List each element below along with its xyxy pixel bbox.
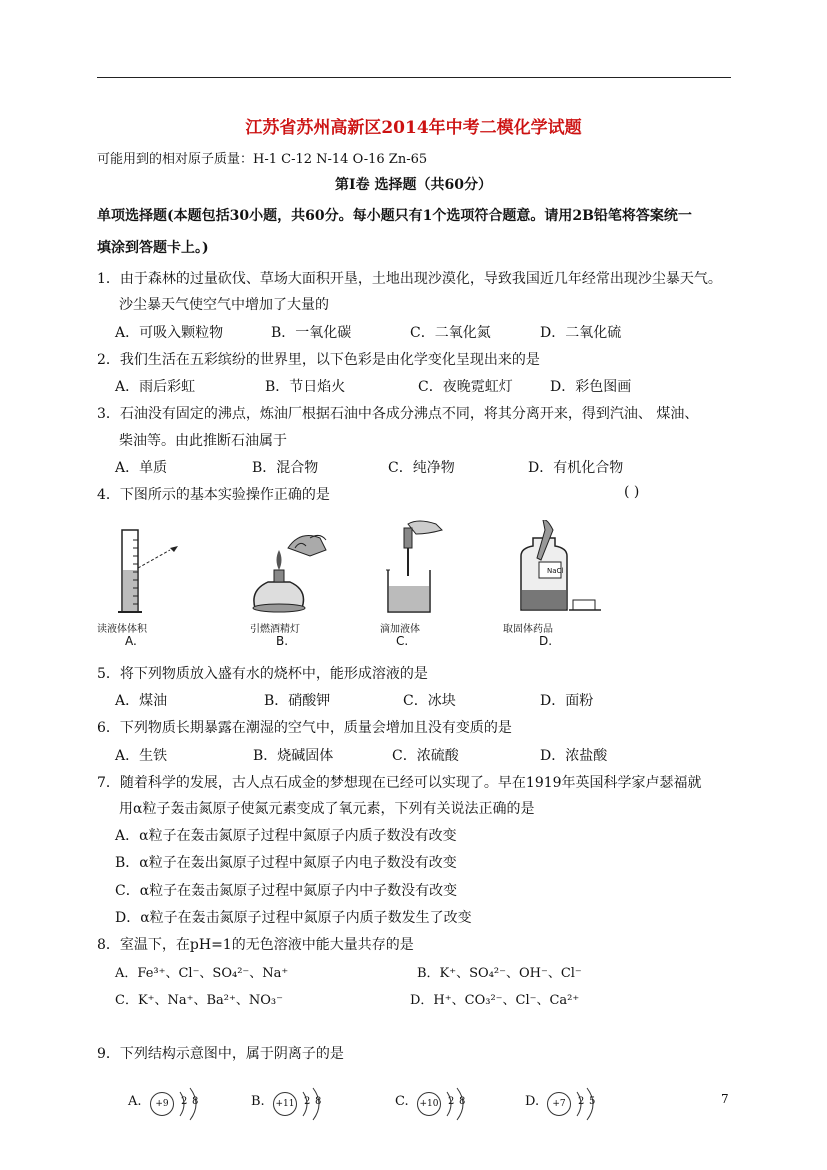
q6-option-a: A．生铁 [115, 748, 168, 764]
q8-option-a: A．Fe³⁺、Cl⁻、SO₄²⁻、Na⁺ [115, 966, 289, 981]
q5-option-b: B．硝酸钾 [264, 693, 331, 709]
q1-option-b: B．一氧化碳 [271, 325, 352, 341]
atom-diagram-b [251, 1086, 351, 1126]
atom-diagram-d [525, 1086, 625, 1126]
q2-option-d: D．彩色图画 [550, 379, 632, 395]
figure-d [505, 520, 615, 650]
atom-a-shells [150, 1086, 210, 1122]
q7-option-a: A．α粒子在轰击氮原子过程中氮原子内质子数没有改变 [115, 828, 457, 844]
section-heading: 第Ⅰ卷 选择题（共60分） [335, 177, 492, 193]
question-7-stem: 7．随着科学的发展，古人点石成金的梦想现在已经可以实现了。早在1919年英国科学家卢瑟福就 [97, 775, 702, 791]
question-7-stem-cont: 用α粒子轰击氮原子使氮元素变成了氧元素，下列有关说法正确的是 [119, 801, 535, 817]
instructions-line2: 填涂到答题卡上。) [97, 240, 209, 256]
answer-bracket: ( ) [624, 484, 640, 500]
q6-option-b: B．烧碱固体 [253, 748, 334, 764]
q5-option-a: A．煤油 [115, 693, 168, 709]
figure-b [240, 520, 350, 650]
q2-option-b: B．节日焰火 [265, 379, 346, 395]
question-4-stem: 4．下图所示的基本实验操作正确的是 [97, 487, 330, 503]
atom-diagram-a [128, 1086, 228, 1126]
atom-c-shells [417, 1086, 477, 1122]
q2-option-a: A．雨后彩虹 [115, 379, 196, 395]
q7-option-d: D．α粒子在轰击氮原子过程中氮原子内质子数发生了改变 [115, 910, 472, 926]
atom-c-letter: C. [395, 1094, 409, 1109]
figure-d-caption: 取固体药品 [503, 624, 553, 635]
q6-option-c: C．浓硫酸 [392, 748, 459, 764]
figure-c-letter: C. [396, 634, 409, 648]
figure-b-letter: B. [276, 634, 289, 648]
atom-a-nucleus: +9 [150, 1092, 174, 1116]
question-5-stem: 5．将下列物质放入盛有水的烧杯中，能形成溶液的是 [97, 666, 428, 682]
atom-b-nucleus: +11 [273, 1092, 297, 1116]
instructions-line1: 单项选择题(本题包括30小题，共60分。每小题只有1个选项符合题意。请用2B铅笔将答案统一 [97, 208, 692, 224]
atomic-mass-line: 可能用到的相对原子质量：H-1 C-12 N-14 O-16 Zn-65 [97, 152, 428, 167]
q2-option-c: C．夜晚霓虹灯 [418, 379, 513, 395]
alcohol-lamp-illustration [240, 520, 350, 620]
atom-d-nucleus: +7 [547, 1092, 571, 1116]
figure-a-letter: A. [125, 634, 137, 648]
figure-b-caption: 引燃酒精灯 [250, 624, 300, 635]
question-6-stem: 6．下列物质长期暴露在潮湿的空气中，质量会增加且没有变质的是 [97, 720, 512, 736]
question-3-stem-cont: 柴油等。由此推断石油属于 [119, 433, 287, 449]
figure-a [97, 520, 210, 650]
q3-option-d: D．有机化合物 [528, 460, 624, 476]
atom-a-shell2: 8 [192, 1096, 199, 1107]
atom-b-shell2: 8 [315, 1096, 322, 1107]
q8-option-b: B．K⁺、SO₄²⁻、OH⁻、Cl⁻ [417, 966, 582, 981]
figure-a-caption: 读液体体积 [97, 624, 147, 635]
q7-option-b: B．α粒子在轰出氮原子过程中氮原子内电子数没有改变 [115, 855, 457, 871]
top-rule [97, 77, 731, 78]
atom-b-shells [273, 1086, 333, 1122]
page-title: 江苏省苏州高新区2014年中考二模化学试题 [245, 118, 582, 138]
figure-d-letter: D. [539, 634, 553, 648]
graduated-cylinder-illustration [100, 520, 210, 620]
question-8-stem: 8．室温下，在pH=1的无色溶液中能大量共存的是 [97, 937, 414, 953]
nacl-label: NaCl [547, 567, 564, 575]
atom-d-shell2: 5 [589, 1096, 596, 1107]
atom-a-letter: A. [128, 1094, 142, 1109]
q8-option-c: C．K⁺、Na⁺、Ba²⁺、NO₃⁻ [115, 993, 283, 1008]
atom-b-shell1: 2 [304, 1096, 311, 1107]
atom-c-shell2: 8 [459, 1096, 466, 1107]
q5-option-d: D．面粉 [540, 693, 594, 709]
question-1-stem: 1．由于森林的过量砍伐、草场大面积开垦，土地出现沙漠化，导致我国近几年经常出现沙尘暴天气。 [97, 271, 722, 287]
question-2-stem: 2．我们生活在五彩缤纷的世界里，以下色彩是由化学变化呈现出来的是 [97, 352, 540, 368]
q5-option-c: C．冰块 [403, 693, 456, 709]
dropper-beaker-illustration [378, 520, 488, 620]
question-3-stem: 3．石油没有固定的沸点，炼油厂根据石油中各成分沸点不同，将其分离开来，得到汽油、 煤油、 [97, 406, 699, 422]
q8-option-d: D．H⁺、CO₃²⁻、Cl⁻、Ca²⁺ [410, 993, 580, 1008]
atom-b-letter: B. [251, 1094, 265, 1109]
q6-option-d: D．浓盐酸 [540, 748, 608, 764]
atom-a-shell1: 2 [181, 1096, 188, 1107]
atom-d-shell1: 2 [578, 1096, 585, 1107]
q1-option-a: A．可吸入颗粒物 [115, 325, 224, 341]
atom-diagram-c [395, 1086, 495, 1126]
q3-option-c: C．纯净物 [388, 460, 455, 476]
atom-c-shell1: 2 [448, 1096, 455, 1107]
atom-d-letter: D. [525, 1094, 540, 1109]
q1-option-c: C．二氧化氮 [410, 325, 491, 341]
q3-option-a: A．单质 [115, 460, 168, 476]
atom-c-nucleus: +10 [417, 1092, 441, 1116]
atom-d-shells [547, 1086, 607, 1122]
page-number: 7 [721, 1092, 729, 1106]
q1-option-d: D．二氧化硫 [540, 325, 622, 341]
figure-c-caption: 滴加液体 [380, 624, 420, 635]
question-9-stem: 9．下列结构示意图中，属于阴离子的是 [97, 1046, 344, 1062]
q3-option-b: B．混合物 [252, 460, 319, 476]
question-1-stem-cont: 沙尘暴天气使空气中增加了大量的 [119, 297, 329, 313]
figure-c [378, 520, 488, 650]
q7-option-c: C．α粒子在轰击氮原子过程中氮原子内中子数没有改变 [115, 883, 458, 899]
